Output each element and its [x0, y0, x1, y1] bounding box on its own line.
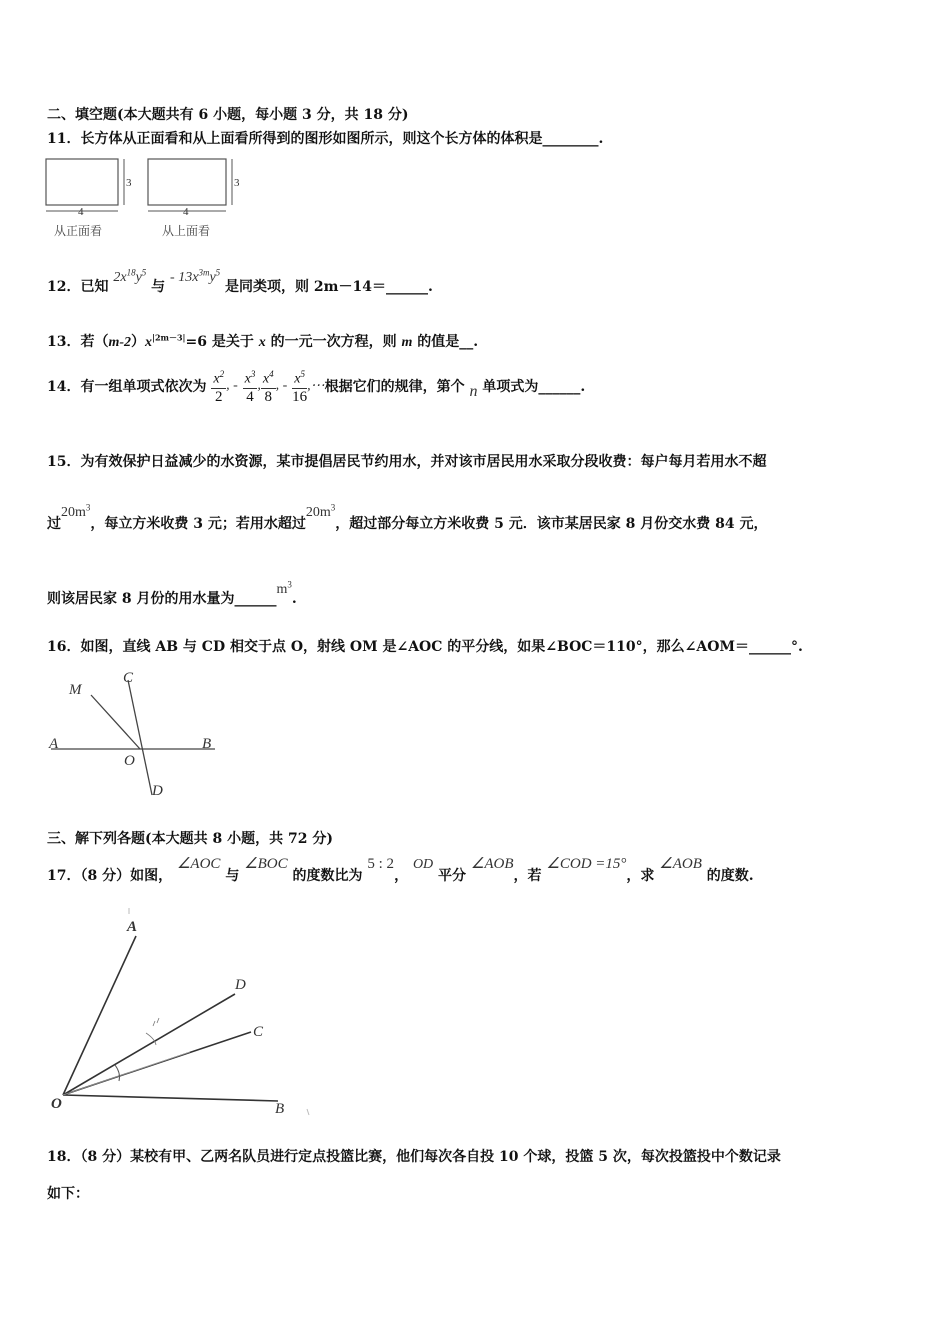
q14-term-4: $\frac{x^5}{16}$ — [292, 366, 307, 406]
top-view-rect — [148, 159, 226, 205]
q17-angle-aob: ∠AOB — [470, 856, 514, 872]
question-13: 13．若$(m-2)x^{|2m-3|}=6$ 是关于 x 的一元一次方程，则 m 的值是__. — [47, 332, 479, 350]
ray-oa — [63, 936, 136, 1095]
label-d: D — [152, 783, 163, 799]
question-15-line-3: 则该居民家 8 月份的用水量为$\_\_\_\_\_\_m^3$. — [47, 579, 297, 607]
q12-prefix: 12．已知 — [47, 279, 109, 295]
q15-volume-1: $20m^3$ — [61, 502, 91, 520]
front-view-caption: 从正面看 — [54, 224, 103, 238]
q17-condition: ∠COD =15° — [546, 856, 627, 872]
section-heading-3: 三、解下列各题(本大题共 8 小题，共 72 分) — [47, 831, 333, 847]
q15-unit: $m^3$ — [276, 579, 292, 597]
front-height-label: 3 — [126, 177, 132, 189]
label-d: D — [235, 977, 246, 993]
q17-angle-aob-2: ∠AOB — [659, 856, 702, 872]
question-17: 17．（8 分）如图， ∠AOC 与 ∠BOC 的度数比为 5 : 2， OD 平分 ∠AOB，若 ∠COD =15°，求 ∠AOB 的度数. — [47, 856, 754, 884]
question-12 — [47, 267, 433, 296]
label-a: A — [127, 919, 138, 935]
q14-prefix: 14．有一组单项式依次为 — [47, 378, 207, 395]
ray-od — [63, 994, 235, 1095]
q15-volume-2: $20m^3$ — [305, 502, 336, 520]
q17-ratio: 5 : 2 — [367, 856, 395, 872]
q12-suffix: 是同类项，则 2m－14＝______. — [225, 279, 433, 295]
question-15-line-2: 过$20m^3$，每立方米收费 3 元；若用水超过$20m^3$，超过部分每立方米收费 5 元．该市某居民家 8 月份交水费 84 元， — [47, 502, 768, 532]
front-width-label: 4 — [78, 206, 84, 218]
q14-term-1: $\frac{x^2}{2}$ — [211, 366, 226, 406]
section-heading: 二、填空题(本大题共有 6 小题，每小题 3 分，共 18 分) — [47, 107, 409, 123]
q17-od: OD — [412, 857, 434, 872]
question-16-text: 16．如图，直线 AB 与 CD 相交于点 O，射线 OM 是∠AOC 的平分线，如果∠BOC＝110°，那么∠AOM＝______°. — [47, 639, 803, 655]
question-18-line-1: 18．（8 分）某校有甲、乙两名队员进行定点投篮比赛，他们每次各自投 10 个球，投篮 5 次，每次投篮投中个数记录 — [47, 1149, 781, 1165]
q12-joiner: 与 — [151, 279, 166, 295]
q14-term-2: $\frac{x^3}{4}$ — [243, 366, 258, 406]
question-15-line-1: 15．为有效保护日益减少的水资源，某市提倡居民节约用水，并对该市居民用水采取分段收费：每户每月若用水不超 — [47, 454, 767, 470]
label-m: M — [69, 682, 82, 698]
label-b: B — [202, 736, 212, 752]
label-a: A — [49, 736, 59, 752]
q17-angle-boc: ∠BOC — [244, 856, 288, 872]
label-o: O — [124, 753, 135, 769]
question-11-text: 11．长方体从正面看和从上面看所得到的图形如图所示，则这个长方体的体积是________. — [47, 131, 604, 147]
line-cd — [128, 680, 152, 795]
q14-term-3: $\frac{x^4}{8}$ — [261, 366, 276, 406]
q12-term2: - $13x^{3m}y^5$ — [170, 267, 221, 285]
q12-term1: $2x^{18}y^5$ — [113, 267, 147, 285]
q17-angle-aoc: ∠AOC — [176, 856, 221, 872]
top-width-label: 4 — [183, 206, 189, 218]
question-16-figure — [45, 668, 225, 803]
question-14: 14．有一组单项式依次为 $\frac{x^2}{2}$ , - $\frac{x^3}{4}$ , $\frac{x^4}{8}$ , - $\frac{x^5}{16}$ ,⋯根据它们的规律，第个 n 单项式为______. — [47, 366, 585, 406]
top-height-label: 3 — [234, 177, 240, 189]
angle-arc — [115, 1065, 120, 1081]
label-o: O — [51, 1096, 62, 1112]
label-c: C — [123, 670, 134, 686]
question-18-line-2: 如下： — [47, 1186, 89, 1202]
top-view-caption: 从上面看 — [162, 224, 211, 238]
question-17-figure — [45, 905, 315, 1120]
label-c: C — [253, 1024, 264, 1040]
front-view-rect — [46, 159, 118, 205]
label-b: B — [275, 1101, 285, 1117]
question-11-figure — [40, 155, 255, 243]
ray-ob — [63, 1095, 278, 1101]
